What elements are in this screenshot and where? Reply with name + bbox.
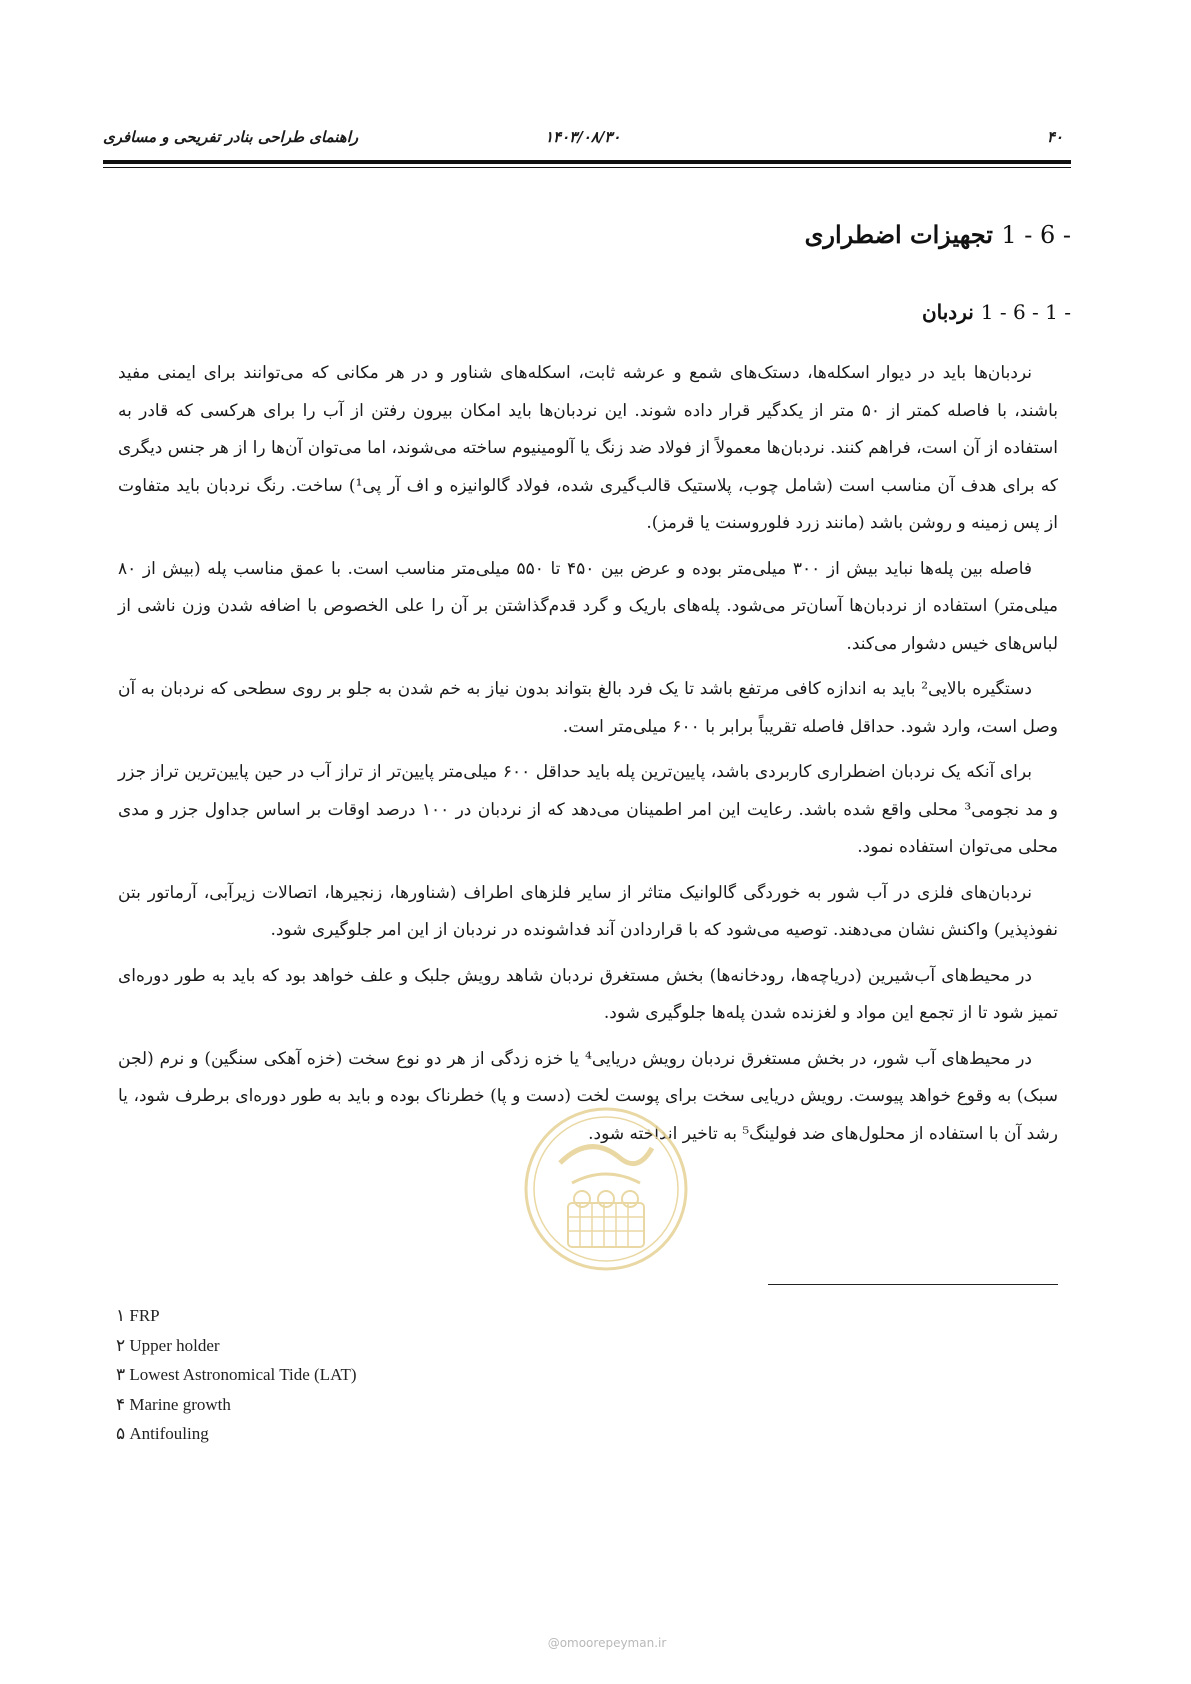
section-heading — [805, 220, 1071, 249]
seal-icon — [520, 1103, 692, 1339]
header-date: ۱۴۰۳/۰۸/۳۰ — [545, 128, 621, 146]
footnote: ۴ Marine growth — [116, 1394, 231, 1414]
paragraph: فاصله بین پله‌ها نباید بیش از ۳۰۰ میلی‌متر بوده و عرض بین ۴۵۰ تا ۵۵۰ میلی‌متر مناسب است. با عمق مناسب پله (بیش از ۸۰ میلی‌متر) استفاده از نردبان‌ها آسان‌تر می‌شود. پله‌های باریک و گرد قدم‌گذاشتن بر آن را علی الخصوص با اضافه شدن وزن ناشی از لباس‌های خیس دشوار می‌کند. — [118, 558, 1058, 654]
paragraph: در محیط‌های آب‌شیرین (دریاچه‌ها، رودخانه‌ها) بخش مستغرق نردبان شاهد رویش جلبک و علف خواهد بود که باید به طور دوره‌ای تمیز شود تا از تجمع این مواد و لغزنده شدن پله‌ها جلوگیری شود. — [118, 965, 1058, 1023]
header-rule-thick — [103, 160, 1071, 164]
section-number: 1 - 6 - — [1001, 221, 1071, 249]
header-title: راهنمای طراحی بنادر تفریحی و مسافری — [103, 128, 359, 146]
header-rule-thin — [103, 167, 1071, 168]
page-header — [103, 128, 1071, 158]
paragraph: نردبان‌ها باید در دیوار اسکله‌ها، دستک‌های شمع و عرشه ثابت، اسکله‌های شناور و در هر مکانی که می‌توانند برای ایمنی مفید باشند، با فاصله کمتر از ۵۰ متر از یکدگیر قرار داده شوند. این نردبان‌ها باید امکان بیرون رفتن از آب را برای هرکسی که قادر به استفاده از آن است، فراهم کنند. نردبان‌ها معمولاً از فولاد ضد زنگ یا آلومینیوم ساخته می‌شوند، اما می‌توان آن‌ها را از هر جنس دیگری که برای هدف آن مناسب است (شامل چوب، پلاستیک قالب‌گیری شده، فولاد گالوانیزه و اف آر پی¹) ساخت. رنگ نردبان باید متفاوت از پس زمینه و روشن باشد (مانند زرد فلوروسنت یا قرمز). — [118, 363, 1058, 533]
footnote: ۱ FRP — [116, 1306, 160, 1325]
publisher-seal — [520, 1103, 692, 1339]
section-title: تجهیزات اضطراری — [804, 220, 993, 249]
watermark: @omoorepeyman.ir — [547, 1636, 667, 1650]
page-number: ۴۰ — [1046, 128, 1063, 146]
paragraph: نردبان‌های فلزی در آب شور به خوردگی گالوانیک متاثر از سایر فلزهای اطراف (شناورها، زنجیرها، اتصالات زیرآبی، آرماتور بتن نفوذپذیر) واکنش نشان می‌دهند. توصیه می‌شود که با قراردادن آند فداشونده در نردبان از این امر جلوگیری شود. — [118, 882, 1058, 940]
paragraph: دستگیره بالایی² باید به اندازه کافی مرتفع باشد تا یک فرد بالغ بتواند بدون نیاز به خم شدن به جلو بر روی سطحی که نردبان به آن وصل است، وارد شود. حداقل فاصله تقریباً برابر با ۶۰۰ میلی‌متر است. — [118, 679, 1058, 737]
subsection-title: نردبان — [921, 300, 974, 324]
footnotes — [116, 1306, 357, 1454]
subsection-number: 1 - 6 - 1 - — [980, 300, 1071, 324]
subsection-heading — [922, 300, 1071, 324]
footnote-rule — [768, 1284, 1058, 1285]
footnote: ۲ Upper holder — [116, 1335, 220, 1355]
paragraph: برای آنکه یک نردبان اضطراری کاربردی باشد، پایین‌ترین پله باید حداقل ۶۰۰ میلی‌متر پایین‌تر از تراز آب در حین پایین‌ترین تراز جزر و مد نجومی³ محلی واقع شده باشد. رعایت این امر اطمینان می‌دهد که از نردبان در ۱۰۰ درصد اوقات بر اساس جداول جزر و مدی محلی می‌توان استفاده نمود. — [118, 762, 1058, 857]
paragraph: در محیط‌های آب شور، در بخش مستغرق نردبان رویش دریایی⁴ یا خزه زدگی از هر دو نوع سخت (خزه آهکی سنگین) و نرم (لجن سبک) به وقوع خواهد پیوست. رویش دریایی سخت برای پوست لخت (دست و پا) خطرناک بوده و باید به طور دوره‌ای برطرف شود، یا رشد آن با استفاده از محلول‌های ضد فولینگ⁵ به تاخیر انداخته شود. — [118, 1048, 1058, 1144]
footnote: ۵ Antifouling — [116, 1424, 209, 1443]
body-text — [118, 355, 1058, 1161]
footnote: ۳ Lowest Astronomical Tide (LAT) — [116, 1365, 357, 1384]
